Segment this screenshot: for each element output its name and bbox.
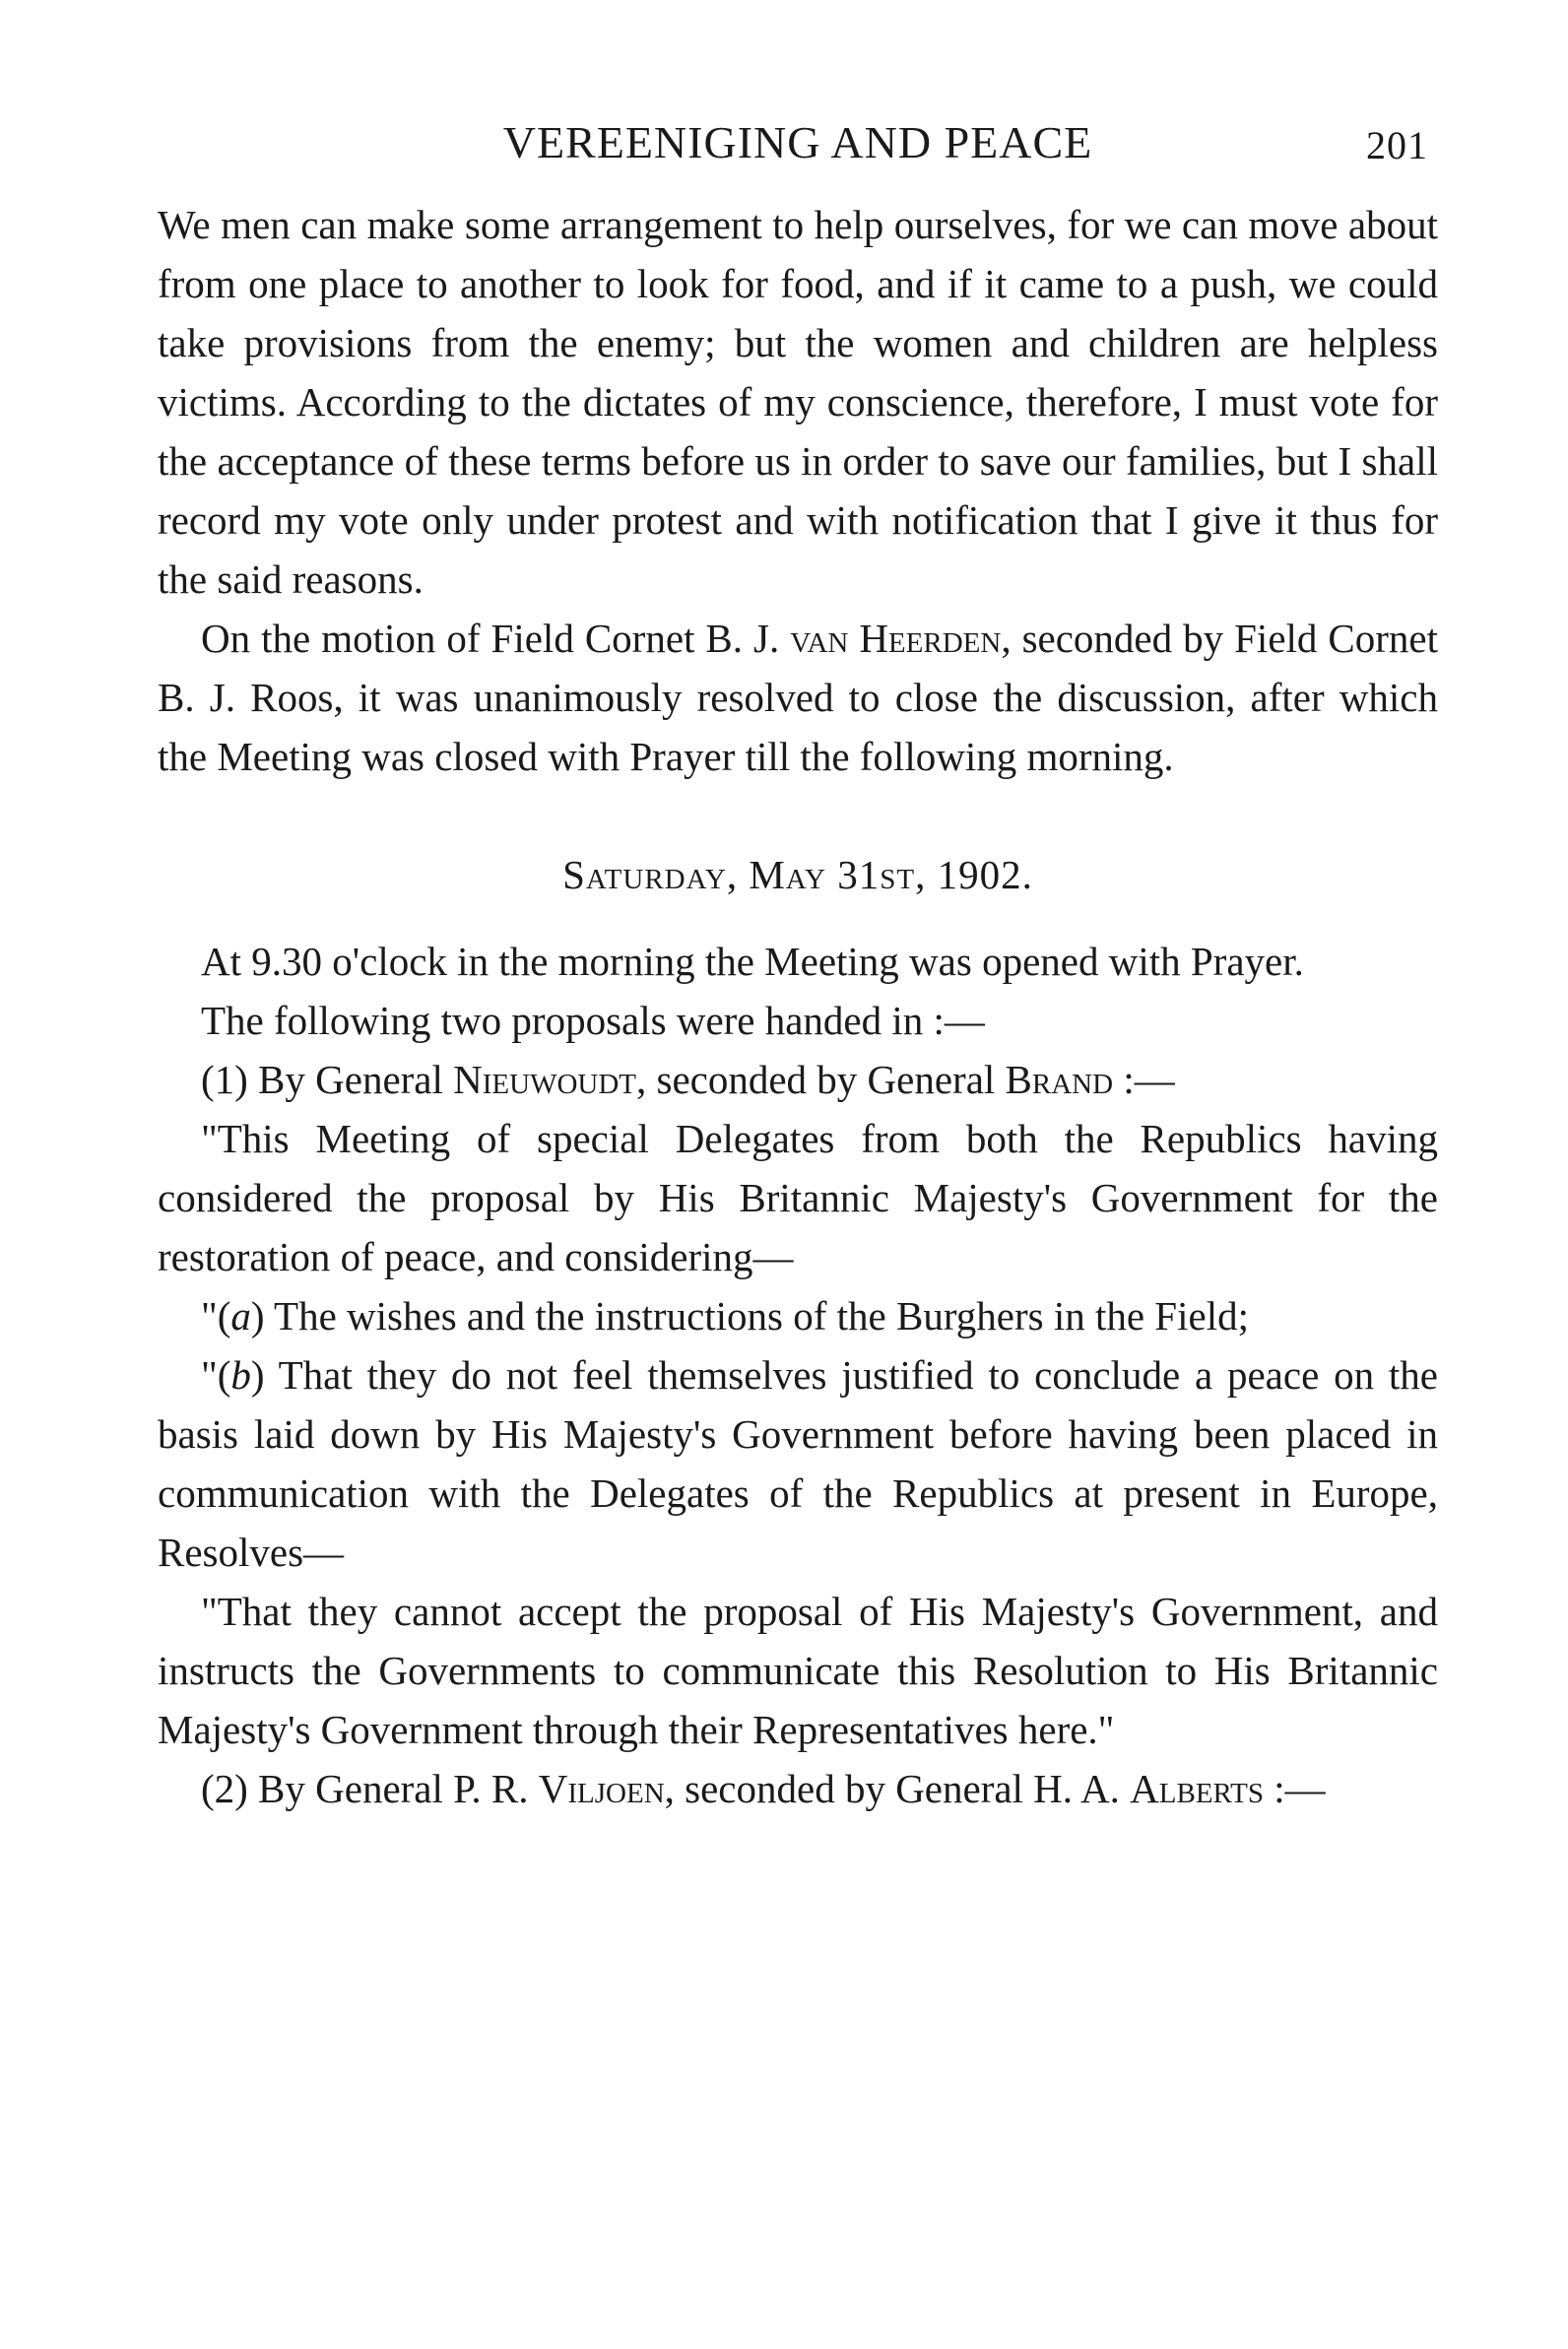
running-head: [158, 116, 1438, 181]
paragraph-9: "That they cannot accept the proposal of His Majesty's Government, and instructs the Governments to communicate this Resolution to His Britannic Majesty's Government through their Representatives here.": [158, 1589, 1438, 1752]
paragraph-1: We men can make some arrangement to help ourselves, for we can move about from one place to another to look for food, and if it came to a push, we could take provisions from the enemy; but the women and children are helpless victims. According to the dictates of my conscience, therefore, I must vote for the acceptance of these terms before us in order to save our families, but I shall record my vote only under protest and with notification that I give it thus for the said reasons.: [158, 202, 1438, 602]
paragraph-4: The following two proposals were handed in :—: [201, 998, 985, 1043]
book-page: [158, 116, 1438, 2283]
name-brand: Brand: [1005, 1057, 1114, 1102]
paragraph-10: (2) By General P. R. Viljoen, seconded by General H. A. Alberts :—: [201, 1766, 1326, 1811]
paragraph-6: "This Meeting of special Delegates from both the Republics having considered the proposal by His Britannic Majesty's Government for the restoration of peace, and considering—: [158, 1116, 1438, 1279]
running-title: VEREENIGING AND PEACE: [502, 117, 1093, 167]
body-text: [158, 195, 1438, 1818]
date-heading: Saturday, May 31st, 1902.: [562, 852, 1033, 897]
paragraph-7: "(a) The wishes and the instructions of the Burghers in the Field;: [201, 1293, 1249, 1338]
paragraph-5: (1) By General Nieuwoudt, seconded by General Brand :—: [201, 1057, 1175, 1102]
name-viljoen: Viljoen: [538, 1766, 665, 1811]
name-van-heerden: van Heerden: [790, 616, 1002, 661]
page-number: 201: [1366, 123, 1428, 167]
paragraph-3: At 9.30 o'clock in the morning the Meeting was opened with Prayer.: [201, 939, 1304, 984]
paragraph-8: "(b) That they do not feel themselves justified to conclude a peace on the basis laid down by His Majesty's Government before having been placed in communication with the Delegates of the Republics at present in Europe, Resolves—: [158, 1352, 1438, 1575]
name-alberts: Alberts: [1130, 1766, 1264, 1811]
name-nieuwoudt: Nieuwoudt: [453, 1057, 636, 1102]
paragraph-2: On the motion of Field Cornet B. J. van Heerden, seconded by Field Cornet B. J. Roos, it was unanimously resolved to close the discussion, after which the Meeting was closed with Prayer till the following morning.: [158, 616, 1438, 779]
